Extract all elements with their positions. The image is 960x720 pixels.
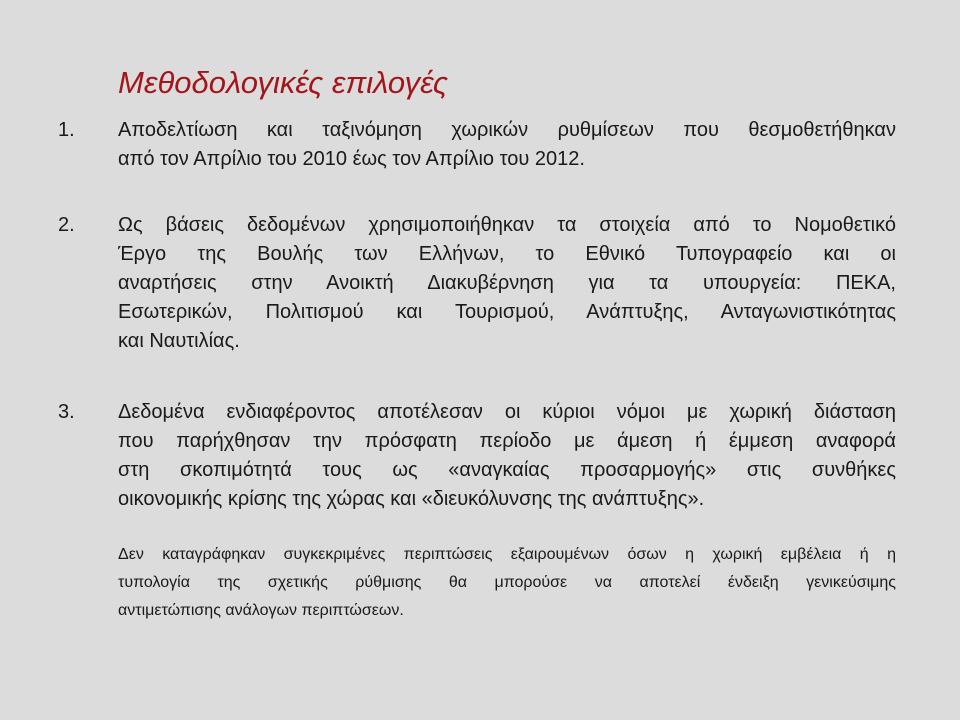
item-number: 3.	[58, 401, 75, 423]
footnote	[118, 541, 896, 625]
text-line: από τον Απρίλιο του 2010 έως τον Απρίλιο του 2012.	[118, 148, 585, 170]
text-line: Δεδομένα ενδιαφέροντος αποτέλεσαν οι κύριοι νόμοι με χωρική διάσταση	[118, 401, 896, 423]
text-line: αναρτήσεις στην Ανοικτή Διακυβέρνηση για τα υπουργεία: ΠΕΚΑ,	[118, 272, 896, 294]
note-line: αντιμετώπισης ανάλογων περιπτώσεων.	[118, 602, 404, 619]
item-text	[118, 398, 896, 514]
text-line: Εσωτερικών, Πολιτισμού και Τουρισμού, Ανάπτυξης, Ανταγωνιστικότητας	[118, 301, 896, 323]
text-line: που παρήχθησαν την πρόσφατη περίοδο με άμεση ή έμμεση αναφορά	[118, 430, 896, 452]
text-line: οικονομικής κρίσης της χώρας και «διευκόλυνσης της ανάπτυξης».	[118, 488, 705, 510]
note-line: Δεν καταγράφηκαν συγκεκριμένες περιπτώσεις εξαιρουμένων όσων η χωρική εμβέλεια ή η	[118, 546, 896, 563]
text-line: Ως βάσεις δεδομένων χρησιμοποιήθηκαν τα στοιχεία από το Νομοθετικό	[118, 214, 896, 236]
text-line: στη σκοπιμότητά τους ως «αναγκαίας προσαρμογής» στις συνθήκες	[118, 459, 896, 481]
item-text	[118, 211, 896, 356]
slide-title: Μεθοδολογικές επιλογές	[118, 65, 448, 100]
text-line: Αποδελτίωση και ταξινόμηση χωρικών ρυθμίσεων που θεσμοθετήθηκαν	[118, 119, 896, 141]
text-line: Έργο της Βουλής των Ελλήνων, το Εθνικό Τυπογραφείο και οι	[118, 243, 896, 265]
item-number: 2.	[58, 214, 75, 236]
item-text	[118, 116, 896, 174]
note-line: τυπολογία της σχετικής ρύθμισης θα μπορούσε να αποτελεί ένδειξη γενικεύσιμης	[118, 574, 896, 591]
text-line: και Ναυτιλίας.	[118, 330, 240, 352]
item-number: 1.	[58, 119, 75, 141]
